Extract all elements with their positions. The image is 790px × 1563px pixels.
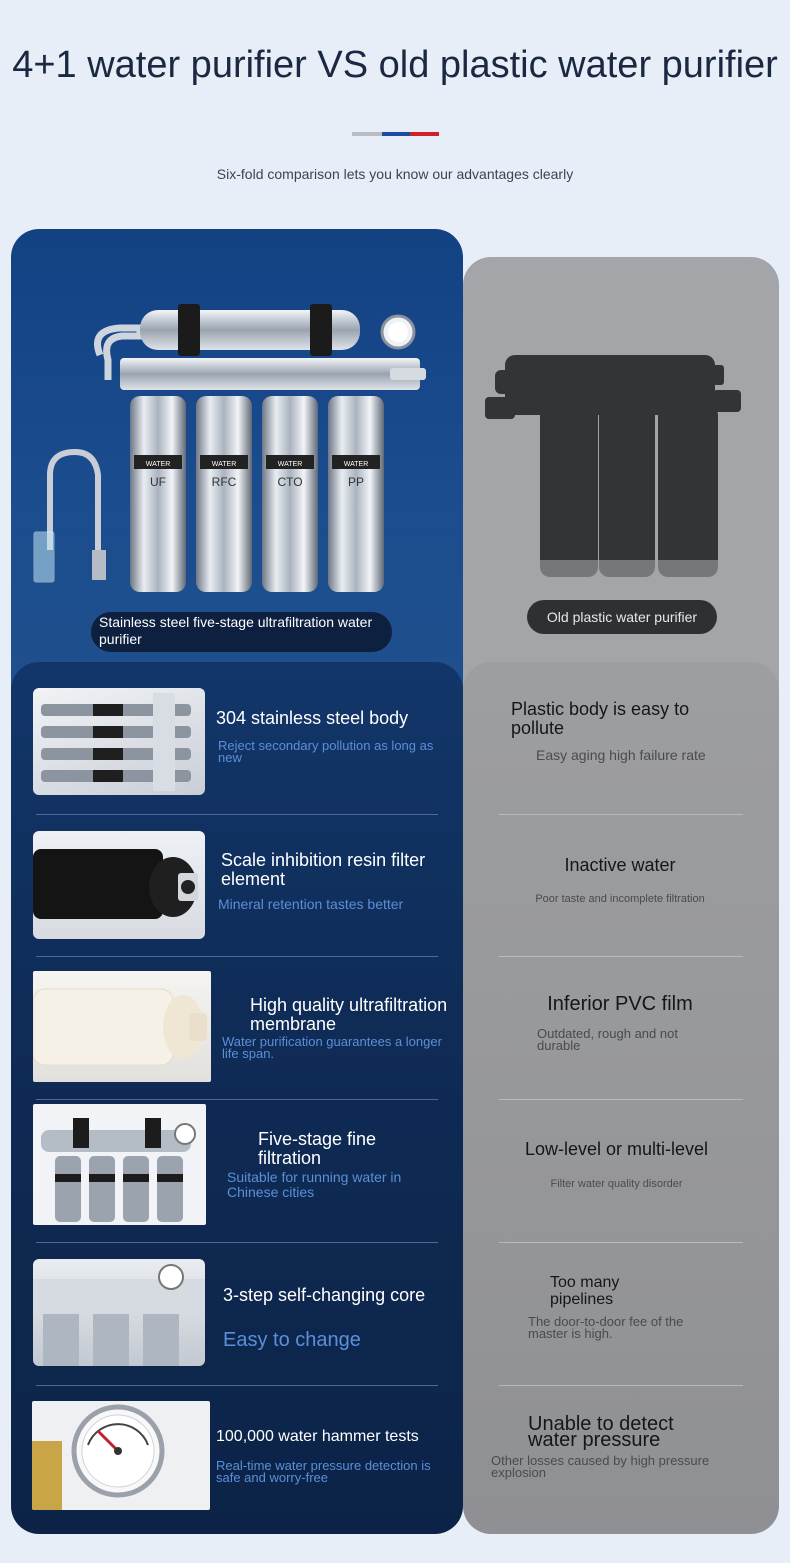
divider [36, 1099, 438, 1100]
plastic-purifier-image [485, 345, 745, 580]
page-subtitle: Six-fold comparison lets you know our advantages clearly [216, 166, 574, 182]
feature-1-title: 304 stainless steel body [216, 708, 409, 728]
stage-label-1: UF [150, 475, 166, 489]
steel-body-image [33, 688, 205, 795]
feature-3-desc: Water purification guarantees a longer life span. [222, 1034, 442, 1061]
old-purifier-caption: Old plastic water purifier [527, 600, 717, 634]
feature-3-title: High quality ultrafiltration membrane [250, 995, 448, 1034]
drawback-6-desc: Other losses caused by high pressure explosion [491, 1453, 710, 1480]
stainless-purifier-image [30, 300, 450, 600]
drawback-3-title: Inferior PVC film [547, 993, 693, 1015]
divider [499, 1099, 743, 1100]
drawback-2-title: Inactive water [564, 855, 676, 875]
feature-2-title: Scale inhibition resin filter element [221, 850, 426, 889]
drawback-6-title: Unable to detect water pressure [528, 1413, 674, 1451]
drawback-1-title: Plastic body is easy to pollute [511, 699, 690, 738]
feature-1-desc: Reject secondary pollution as long as new [218, 738, 434, 765]
self-changing-core-image [33, 1259, 205, 1366]
divider [36, 956, 438, 957]
stage-label-2: RFC [211, 475, 237, 489]
drawback-4-desc: Filter water quality disorder [550, 1178, 683, 1190]
filter-label-1: WATER [145, 461, 171, 468]
filter-label-4: WATER [343, 461, 369, 468]
drawback-3-desc: Outdated, rough and not durable [537, 1026, 678, 1053]
feature-4-desc: Suitable for running water in Chinese cities [227, 1169, 402, 1200]
feature-5-title: 3-step self-changing core [223, 1285, 426, 1305]
stage-label-3: CTO [277, 475, 303, 489]
drawback-2-desc: Poor taste and incomplete filtration [535, 893, 705, 905]
accent-bar-blue [382, 132, 410, 136]
ultrafiltration-membrane-image [33, 971, 211, 1082]
divider [499, 814, 743, 815]
feature-6-desc: Real-time water pressure detection is safe and worry-free [216, 1458, 431, 1485]
divider [499, 1242, 743, 1243]
resin-filter-image [33, 831, 205, 939]
drawback-5-title: Too many pipelines [550, 1274, 620, 1308]
old-purifier-features-panel [463, 662, 779, 1534]
stage-label-4: PP [347, 475, 365, 489]
page-title: 4+1 water purifier VS old plastic water purifier [12, 44, 778, 86]
pressure-gauge-image [32, 1401, 210, 1510]
divider [499, 956, 743, 957]
drawback-1-desc: Easy aging high failure rate [536, 747, 706, 763]
feature-4-title: Five-stage fine filtration [258, 1129, 377, 1168]
drawback-4-title: Low-level or multi-level [524, 1139, 709, 1159]
accent-bar-gray [352, 132, 382, 136]
feature-5-desc: Easy to change [223, 1329, 361, 1351]
feature-2-desc: Mineral retention tastes better [218, 896, 404, 912]
filter-label-3: WATER [277, 461, 303, 468]
feature-6-title: 100,000 water hammer tests [216, 1428, 419, 1445]
filter-label-2: WATER [211, 461, 237, 468]
divider [36, 814, 438, 815]
drawback-5-desc: The door-to-door fee of the master is high. [528, 1314, 684, 1341]
five-stage-filtration-image [33, 1104, 206, 1225]
divider [36, 1242, 438, 1243]
accent-bar-red [410, 132, 439, 136]
divider [499, 1385, 743, 1386]
divider [36, 1385, 438, 1386]
new-purifier-caption: Stainless steel five-stage ultrafiltration water purifier [91, 612, 392, 652]
